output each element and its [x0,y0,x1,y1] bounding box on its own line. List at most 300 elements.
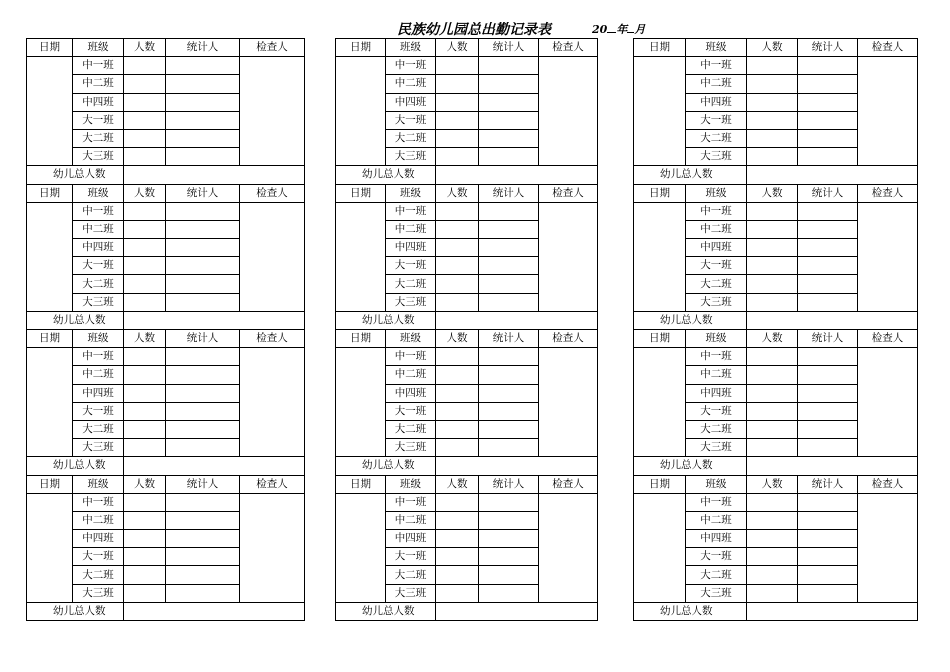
total-value-cell[interactable] [124,602,305,620]
counter-cell[interactable] [166,493,240,511]
count-cell[interactable] [747,148,798,166]
count-cell[interactable] [747,75,798,93]
counter-cell[interactable] [166,57,240,75]
class-name-cell: 中一班 [686,57,747,75]
total-label-cell: 幼儿总人数 [27,602,124,620]
separator-cell [305,275,336,293]
count-cell[interactable] [747,511,798,529]
date-cell[interactable] [634,202,686,311]
count-cell[interactable] [124,257,166,275]
class-name-cell: 大一班 [73,257,124,275]
count-cell[interactable] [747,348,798,366]
count-cell[interactable] [124,384,166,402]
date-cell[interactable] [634,348,686,457]
class-name-cell: 大三班 [386,293,436,311]
header-cell: 班级 [686,330,747,348]
counter-cell[interactable] [479,511,539,529]
total-value-cell[interactable] [436,457,598,475]
header-cell: 检查人 [539,39,598,57]
count-cell[interactable] [436,548,479,566]
separator-cell [305,584,336,602]
count-cell[interactable] [747,420,798,438]
class-row [27,275,918,293]
header-cell: 人数 [124,475,166,493]
counter-cell[interactable] [166,530,240,548]
counter-cell[interactable] [798,257,858,275]
total-value-cell[interactable] [747,311,918,329]
counter-cell[interactable] [798,493,858,511]
counter-cell[interactable] [479,548,539,566]
count-cell[interactable] [124,584,166,602]
count-cell[interactable] [747,584,798,602]
count-cell[interactable] [436,384,479,402]
count-cell[interactable] [124,493,166,511]
header-cell: 日期 [336,475,386,493]
total-value-cell[interactable] [436,602,598,620]
header-cell: 统计人 [166,184,240,202]
class-name-cell: 大三班 [73,439,124,457]
header-row [27,475,918,493]
counter-cell[interactable] [798,75,858,93]
separator-cell [598,75,634,93]
header-cell: 统计人 [479,184,539,202]
counter-cell[interactable] [798,129,858,147]
class-name-cell: 大二班 [73,275,124,293]
counter-cell[interactable] [479,129,539,147]
class-name-cell: 中二班 [386,75,436,93]
count-cell[interactable] [436,93,479,111]
class-row [27,348,918,366]
class-row [27,239,918,257]
count-cell[interactable] [124,402,166,420]
counter-cell[interactable] [798,511,858,529]
counter-cell[interactable] [798,439,858,457]
counter-cell[interactable] [166,584,240,602]
header-row [27,184,918,202]
separator-cell [305,548,336,566]
counter-cell[interactable] [798,202,858,220]
header-cell: 检查人 [240,475,305,493]
date-cell[interactable] [634,493,686,602]
header-cell: 检查人 [240,330,305,348]
class-name-cell: 大一班 [686,548,747,566]
counter-cell[interactable] [166,75,240,93]
count-cell[interactable] [436,493,479,511]
counter-cell[interactable] [798,366,858,384]
counter-cell[interactable] [798,566,858,584]
count-cell[interactable] [124,420,166,438]
count-cell[interactable] [124,548,166,566]
total-value-cell[interactable] [747,602,918,620]
count-cell[interactable] [747,111,798,129]
class-name-cell: 中四班 [73,239,124,257]
count-cell[interactable] [747,275,798,293]
count-cell[interactable] [436,584,479,602]
count-cell[interactable] [436,148,479,166]
checker-cell[interactable] [240,202,305,311]
class-row [27,511,918,529]
total-label-cell: 幼儿总人数 [336,166,436,184]
count-cell[interactable] [747,220,798,238]
count-cell[interactable] [124,111,166,129]
class-name-cell: 大一班 [686,257,747,275]
header-cell: 检查人 [858,184,918,202]
class-row [27,148,918,166]
count-cell[interactable] [747,57,798,75]
counter-cell[interactable] [479,384,539,402]
count-cell[interactable] [124,348,166,366]
count-cell[interactable] [436,257,479,275]
total-value-cell[interactable] [124,311,305,329]
counter-cell[interactable] [479,57,539,75]
date-cell[interactable] [27,493,73,602]
count-cell[interactable] [436,293,479,311]
class-name-cell: 大一班 [386,402,436,420]
count-cell[interactable] [124,511,166,529]
total-row [27,166,918,184]
separator-cell [305,475,336,493]
total-label-cell: 幼儿总人数 [27,166,124,184]
count-cell[interactable] [124,129,166,147]
count-cell[interactable] [747,202,798,220]
checker-cell[interactable] [858,57,918,166]
total-value-cell[interactable] [436,166,598,184]
total-row [27,311,918,329]
class-name-cell: 大三班 [73,148,124,166]
count-cell[interactable] [124,239,166,257]
total-label-cell: 幼儿总人数 [336,457,436,475]
total-value-cell[interactable] [124,166,305,184]
class-row [27,384,918,402]
count-cell[interactable] [747,566,798,584]
count-cell[interactable] [436,111,479,129]
count-cell[interactable] [124,202,166,220]
counter-cell[interactable] [166,93,240,111]
header-cell: 统计人 [166,475,240,493]
counter-cell[interactable] [798,57,858,75]
separator-cell [598,602,634,620]
count-cell[interactable] [436,348,479,366]
date-cell[interactable] [336,202,386,311]
class-name-cell: 中一班 [386,493,436,511]
count-cell[interactable] [436,530,479,548]
count-cell[interactable] [747,402,798,420]
counter-cell[interactable] [798,530,858,548]
count-cell[interactable] [747,239,798,257]
counter-cell[interactable] [798,239,858,257]
separator-cell [305,202,336,220]
count-cell[interactable] [436,402,479,420]
class-name-cell: 中二班 [386,366,436,384]
class-name-cell: 中一班 [73,202,124,220]
counter-cell[interactable] [166,566,240,584]
counter-cell[interactable] [798,402,858,420]
class-name-cell: 中一班 [686,348,747,366]
date-cell[interactable] [336,348,386,457]
separator-cell [598,129,634,147]
separator-cell [305,402,336,420]
count-cell[interactable] [124,530,166,548]
count-cell[interactable] [124,566,166,584]
checker-cell[interactable] [858,348,918,457]
count-cell[interactable] [747,493,798,511]
date-cell[interactable] [27,348,73,457]
separator-cell [598,93,634,111]
count-cell[interactable] [436,129,479,147]
counter-cell[interactable] [166,257,240,275]
counter-cell[interactable] [479,202,539,220]
class-row [27,402,918,420]
header-cell: 统计人 [479,39,539,57]
header-cell: 日期 [336,184,386,202]
count-cell[interactable] [124,57,166,75]
checker-cell[interactable] [240,348,305,457]
separator-cell [598,239,634,257]
header-cell: 人数 [436,184,479,202]
class-row [27,111,918,129]
count-cell[interactable] [436,202,479,220]
class-name-cell: 大三班 [686,148,747,166]
class-name-cell: 大二班 [686,275,747,293]
counter-cell[interactable] [798,275,858,293]
count-cell[interactable] [124,366,166,384]
counter-cell[interactable] [479,584,539,602]
class-name-cell: 中四班 [73,384,124,402]
total-label-cell: 幼儿总人数 [27,311,124,329]
counter-cell[interactable] [479,220,539,238]
count-cell[interactable] [747,530,798,548]
counter-cell[interactable] [479,566,539,584]
separator-cell [598,584,634,602]
class-name-cell: 中二班 [686,511,747,529]
class-row [27,57,918,75]
counter-cell[interactable] [479,75,539,93]
separator-cell [598,311,634,329]
checker-cell[interactable] [858,493,918,602]
count-cell[interactable] [124,439,166,457]
date-cell[interactable] [634,57,686,166]
counter-cell[interactable] [798,584,858,602]
counter-cell[interactable] [166,239,240,257]
counter-cell[interactable] [798,148,858,166]
total-value-cell[interactable] [124,457,305,475]
counter-cell[interactable] [166,275,240,293]
class-row [27,75,918,93]
counter-cell[interactable] [479,257,539,275]
count-cell[interactable] [747,93,798,111]
total-value-cell[interactable] [747,166,918,184]
total-label-cell: 幼儿总人数 [634,457,747,475]
class-name-cell: 大二班 [386,275,436,293]
count-cell[interactable] [747,129,798,147]
count-cell[interactable] [747,257,798,275]
class-name-cell: 中一班 [73,493,124,511]
checker-cell[interactable] [240,57,305,166]
separator-cell [598,348,634,366]
separator-cell [598,166,634,184]
checker-cell[interactable] [240,493,305,602]
class-name-cell: 中四班 [386,530,436,548]
class-name-cell: 中四班 [686,384,747,402]
class-name-cell: 大三班 [686,293,747,311]
header-cell: 日期 [27,184,73,202]
class-name-cell: 中二班 [686,366,747,384]
count-cell[interactable] [124,148,166,166]
header-cell: 统计人 [798,330,858,348]
separator-cell [305,75,336,93]
class-row [27,584,918,602]
header-cell: 日期 [634,39,686,57]
counter-cell[interactable] [798,420,858,438]
counter-cell[interactable] [479,148,539,166]
checker-cell[interactable] [539,348,598,457]
title-bar [0,19,950,37]
counter-cell[interactable] [166,129,240,147]
separator-cell [305,330,336,348]
checker-cell[interactable] [858,202,918,311]
class-row [27,366,918,384]
separator-cell [305,111,336,129]
counter-cell[interactable] [798,384,858,402]
class-name-cell: 大二班 [386,420,436,438]
counter-cell[interactable] [166,293,240,311]
separator-cell [598,184,634,202]
header-row [27,39,918,57]
header-cell: 统计人 [479,330,539,348]
header-cell: 日期 [336,330,386,348]
counter-cell[interactable] [479,493,539,511]
counter-cell[interactable] [479,239,539,257]
counter-cell[interactable] [479,348,539,366]
counter-cell[interactable] [166,420,240,438]
separator-cell [305,184,336,202]
counter-cell[interactable] [479,402,539,420]
count-cell[interactable] [436,439,479,457]
total-value-cell[interactable] [436,311,598,329]
counter-cell[interactable] [166,148,240,166]
counter-cell[interactable] [798,111,858,129]
counter-cell[interactable] [166,111,240,129]
counter-cell[interactable] [479,111,539,129]
count-cell[interactable] [747,439,798,457]
counter-cell[interactable] [166,348,240,366]
count-cell[interactable] [436,220,479,238]
count-cell[interactable] [124,93,166,111]
separator-cell [305,239,336,257]
separator-cell [305,93,336,111]
header-cell: 班级 [386,39,436,57]
separator-cell [305,348,336,366]
separator-cell [305,602,336,620]
header-cell: 统计人 [798,475,858,493]
class-row [27,566,918,584]
class-name-cell: 大二班 [73,420,124,438]
count-cell[interactable] [436,566,479,584]
counter-cell[interactable] [479,420,539,438]
separator-cell [598,57,634,75]
count-cell[interactable] [747,293,798,311]
separator-cell [305,129,336,147]
count-cell[interactable] [747,366,798,384]
counter-cell[interactable] [479,93,539,111]
separator-cell [305,457,336,475]
count-cell[interactable] [436,420,479,438]
date-cell[interactable] [336,493,386,602]
date-cell[interactable] [27,202,73,311]
separator-cell [305,39,336,57]
year-blank [607,23,616,33]
separator-cell [305,530,336,548]
header-cell: 检查人 [240,184,305,202]
counter-cell[interactable] [166,384,240,402]
count-cell[interactable] [436,511,479,529]
separator-cell [598,39,634,57]
count-cell[interactable] [436,275,479,293]
counter-cell[interactable] [798,93,858,111]
total-label-cell: 幼儿总人数 [336,311,436,329]
counter-cell[interactable] [166,220,240,238]
counter-cell[interactable] [166,202,240,220]
counter-cell[interactable] [479,293,539,311]
counter-cell[interactable] [479,439,539,457]
header-cell: 班级 [73,475,124,493]
counter-cell[interactable] [798,293,858,311]
counter-cell[interactable] [166,402,240,420]
checker-cell[interactable] [539,493,598,602]
counter-cell[interactable] [166,511,240,529]
date-cell[interactable] [336,57,386,166]
counter-cell[interactable] [479,530,539,548]
header-cell: 日期 [336,39,386,57]
separator-cell [305,166,336,184]
count-cell[interactable] [124,275,166,293]
count-cell[interactable] [747,384,798,402]
checker-cell[interactable] [539,202,598,311]
header-row [27,330,918,348]
total-value-cell[interactable] [747,457,918,475]
class-name-cell: 中二班 [386,220,436,238]
count-cell[interactable] [436,75,479,93]
class-row [27,257,918,275]
class-name-cell: 大一班 [73,111,124,129]
count-cell[interactable] [124,75,166,93]
class-name-cell: 中一班 [686,202,747,220]
separator-cell [598,511,634,529]
counter-cell[interactable] [166,548,240,566]
count-cell[interactable] [436,239,479,257]
header-cell: 日期 [634,184,686,202]
checker-cell[interactable] [539,57,598,166]
header-cell: 班级 [386,184,436,202]
count-cell[interactable] [436,366,479,384]
count-cell[interactable] [436,57,479,75]
count-cell[interactable] [124,293,166,311]
counter-cell[interactable] [479,275,539,293]
class-name-cell: 中一班 [73,348,124,366]
count-cell[interactable] [747,548,798,566]
class-row [27,129,918,147]
separator-cell [598,384,634,402]
counter-cell[interactable] [798,548,858,566]
date-cell[interactable] [27,57,73,166]
year-label: 年 [616,23,628,36]
counter-cell[interactable] [798,220,858,238]
counter-cell[interactable] [166,366,240,384]
counter-cell[interactable] [166,439,240,457]
counter-cell[interactable] [479,366,539,384]
count-cell[interactable] [124,220,166,238]
counter-cell[interactable] [798,348,858,366]
